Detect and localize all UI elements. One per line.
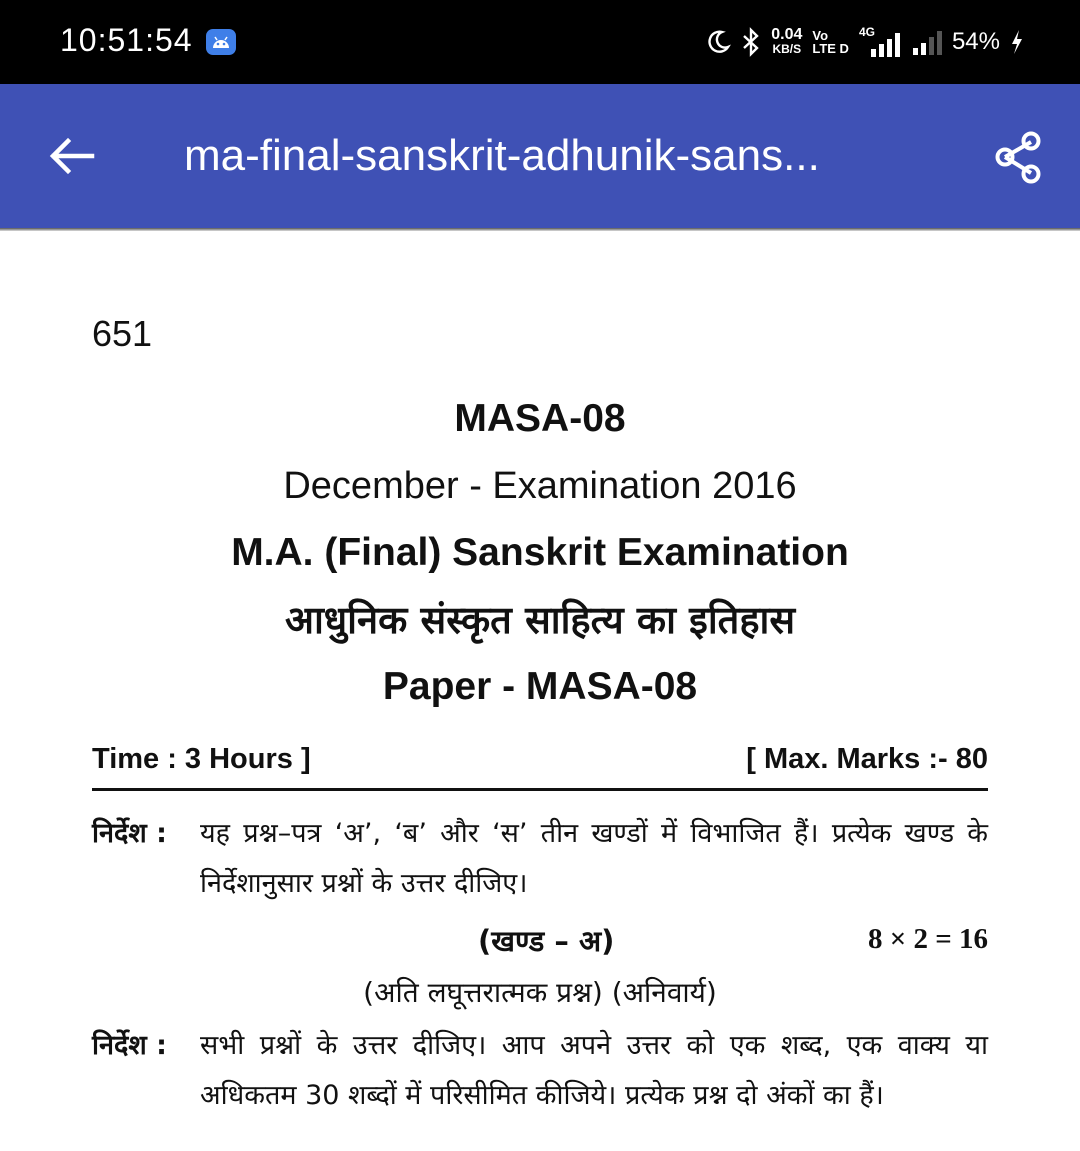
back-arrow-icon bbox=[44, 128, 100, 184]
max-marks: [ Max. Marks :- 80 bbox=[746, 743, 988, 775]
time-allowed: Time : 3 Hours ] bbox=[92, 743, 311, 775]
back-button[interactable] bbox=[44, 128, 100, 184]
instruction-text: सभी प्रश्नों के उत्तर दीजिए। आप अपने उत्तर को एक शब्द, एक वाक्य या अधिकतम 30 शब्दों में परिसीमित कीजिये। प्रत्येक प्रश्न दो अंकों का हैं। bbox=[200, 1030, 988, 1111]
signal-icon bbox=[859, 27, 899, 57]
status-time: 10:51:54 bbox=[60, 22, 193, 58]
volte-indicator bbox=[812, 29, 849, 55]
share-icon bbox=[990, 128, 1048, 186]
section-subtitle: (अति लघूत्तरात्मक प्रश्न) (अनिवार्य) bbox=[363, 976, 717, 1009]
battery-charging-icon bbox=[1010, 28, 1024, 56]
bluetooth-icon bbox=[741, 27, 761, 57]
network-type: 4G bbox=[858, 25, 875, 39]
divider bbox=[92, 788, 988, 791]
exam-session: December - Examination 2016 bbox=[283, 465, 797, 507]
instruction-text: यह प्रश्न–पत्र ‘अ’, ‘ब’ और ‘स’ तीन खण्डों में विभाजित हैं। प्रत्येक खण्ड के निर्देशानुसार प्रश्नों के उत्तर दीजिए। bbox=[200, 818, 988, 899]
app-bar bbox=[0, 84, 1080, 228]
network-speed-value: 0.04 bbox=[771, 26, 803, 43]
page-number: 651 bbox=[92, 313, 153, 354]
section-marks: 8 × 2 = 16 bbox=[867, 923, 988, 955]
status-icons bbox=[705, 24, 1024, 60]
share-button[interactable] bbox=[990, 128, 1048, 186]
time-marks-row bbox=[92, 743, 988, 787]
moon-icon bbox=[705, 29, 731, 55]
paper-title: Paper - MASA-08 bbox=[382, 665, 698, 708]
instruction-label: निर्देश : bbox=[92, 1030, 167, 1061]
section-title: (खण्ड – अ) bbox=[478, 924, 615, 958]
battery-percent: 54% bbox=[951, 28, 1000, 55]
status-bar bbox=[0, 0, 1080, 84]
instruction-block bbox=[92, 1021, 988, 1151]
instruction-label: निर्देश : bbox=[92, 818, 167, 849]
document-title: ma-final-sanskrit-adhunik-sans... bbox=[184, 131, 820, 180]
network-speed-unit: KB/S bbox=[772, 42, 802, 56]
signal-icon-sim2 bbox=[913, 29, 942, 55]
exam-name: M.A. (Final) Sanskrit Examination bbox=[231, 531, 849, 574]
android-notification-icon bbox=[206, 29, 236, 55]
volte-bottom: LTE D bbox=[812, 41, 849, 56]
volte-top: Vo bbox=[812, 28, 829, 43]
network-speed bbox=[771, 28, 802, 56]
subject-title: आधुनिक संस्कृत साहित्य का इतिहास bbox=[284, 598, 796, 642]
instruction-block bbox=[92, 809, 988, 909]
pdf-page[interactable] bbox=[0, 231, 1080, 1150]
paper-code: MASA-08 bbox=[454, 397, 626, 440]
